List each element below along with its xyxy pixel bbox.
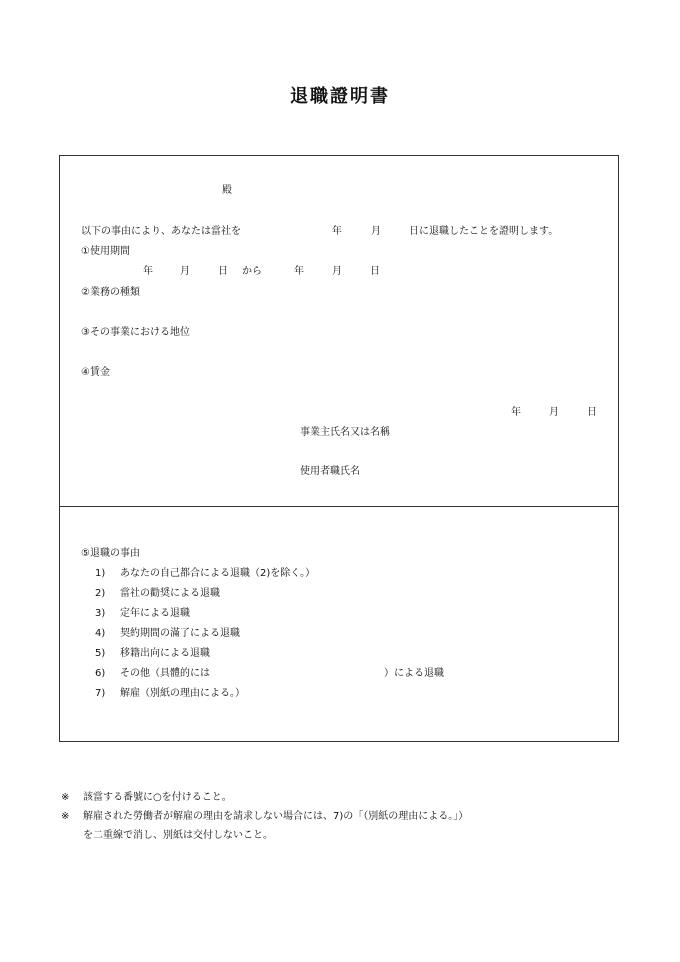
addressee-suffix: 殿 xyxy=(222,185,232,196)
intro-text: 以下の事由により、あなたは當社を xyxy=(81,226,241,237)
period-kara: から xyxy=(242,266,262,277)
position-label: ③その事業における地位 xyxy=(81,327,190,338)
period-from-month: 月 xyxy=(180,266,190,277)
intro-year-label: 年 xyxy=(332,226,342,237)
reason-item-num: 7) xyxy=(95,688,106,699)
reason-item-num: 6) xyxy=(95,668,106,679)
period-label: ①使用期間 xyxy=(81,246,130,257)
reason-item-text: その他（具體的には xyxy=(120,668,210,679)
note-2-line1: 解雇された勞働者が解雇の理由を請求しない場合には、7)の「（別紙の理由による。」） xyxy=(83,811,469,822)
period-from-year: 年 xyxy=(143,266,153,277)
date-year: 年 xyxy=(511,407,521,418)
period-to-month: 月 xyxy=(332,266,342,277)
date-month: 月 xyxy=(549,407,559,418)
certificate-reason-box xyxy=(59,505,619,742)
manager-label: 使用者職氏名 xyxy=(300,466,360,477)
reason-item-num: 4) xyxy=(95,628,106,639)
note-1: 該當する番號に○を付けること。 xyxy=(83,792,232,803)
period-to-day: 日 xyxy=(370,266,380,277)
note-mark: ※ xyxy=(61,792,70,803)
reason-item-text: 定年による退職 xyxy=(120,608,190,619)
wage-label: ④賃金 xyxy=(81,367,110,378)
reason-item6-tail: ）による退職 xyxy=(384,668,444,679)
reason-item-text: 解雇（別紙の理由による。） xyxy=(120,688,245,699)
employer-label: 事業主氏名又は名稱 xyxy=(300,427,390,438)
period-to-year: 年 xyxy=(294,266,304,277)
reason-item-num: 2) xyxy=(95,588,106,599)
reasons-heading: ⑤退職の事由 xyxy=(81,548,140,559)
reason-item-text: 契約期間の滿了による退職 xyxy=(120,628,240,639)
reason-item-text: あなたの自己都合による退職（2)を除く。） xyxy=(120,568,316,579)
reason-item-text: 移籍出向による退職 xyxy=(120,648,210,659)
intro-month-label: 月 xyxy=(371,226,381,237)
reason-item-text: 當社の勸奨による退職 xyxy=(120,588,220,599)
note-2-line2: を二重線で消し、別紙は交付しないこと。 xyxy=(83,830,273,841)
note-mark: ※ xyxy=(61,811,70,822)
reason-item-num: 5) xyxy=(95,648,106,659)
work-type-label: ②業務の種類 xyxy=(81,287,140,298)
reason-item-num: 3) xyxy=(95,608,106,619)
date-day: 日 xyxy=(587,407,597,418)
page-title: 退職證明書 xyxy=(290,86,390,107)
period-from-day: 日 xyxy=(218,266,228,277)
reason-item-num: 1) xyxy=(95,568,106,579)
intro-tail-text: 日に退職したことを證明します。 xyxy=(409,226,559,237)
